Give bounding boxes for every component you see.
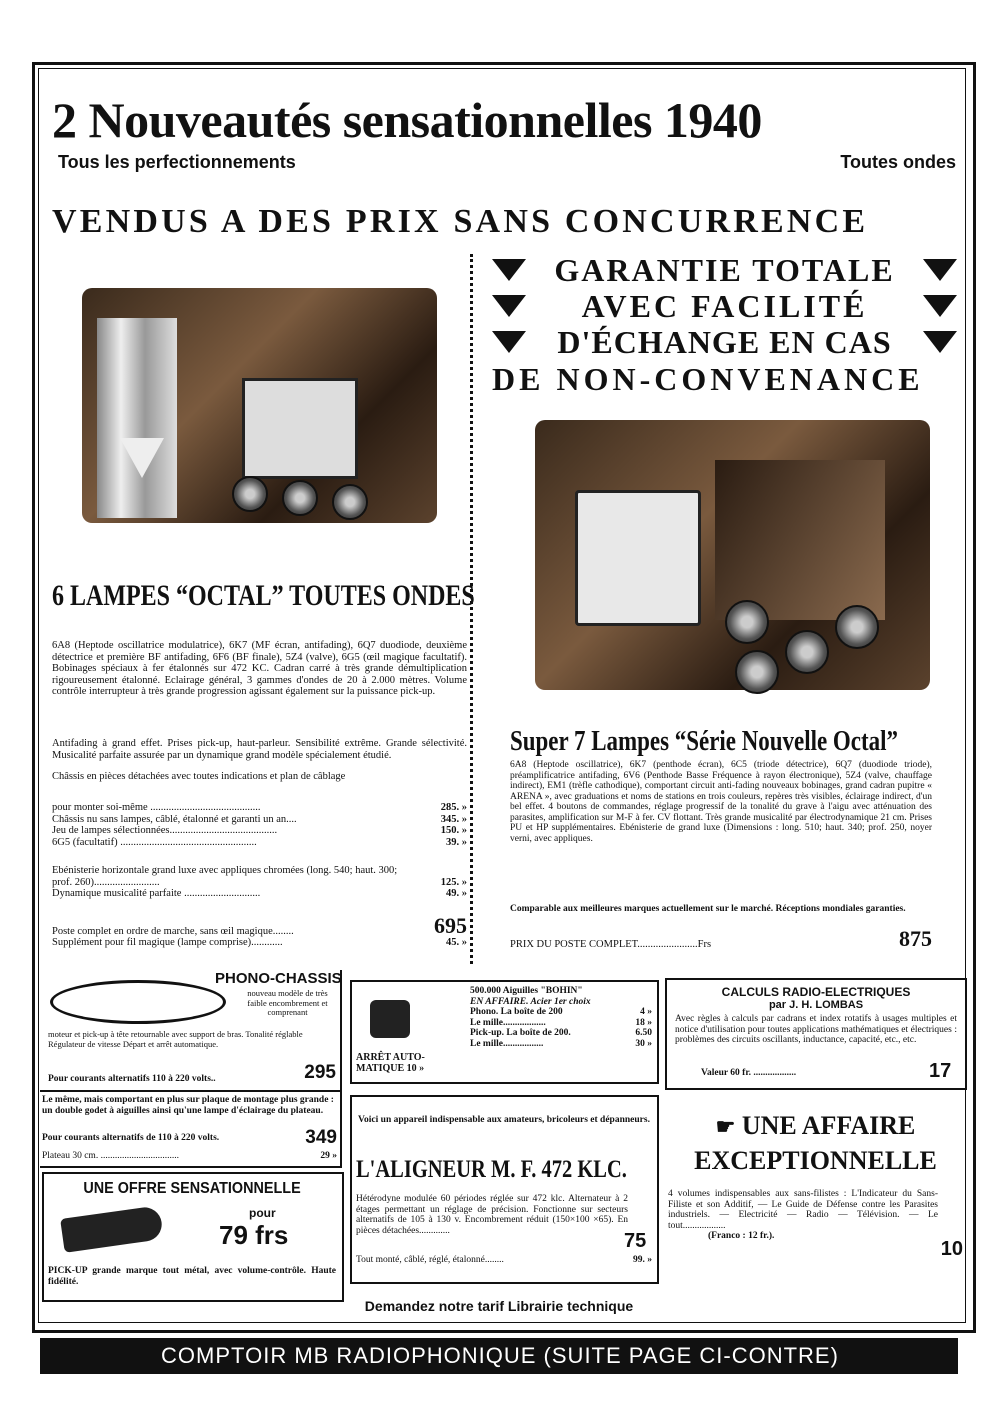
price-label: pour monter soi-même .......................................... <box>52 802 261 813</box>
phono-desc2: Le même, mais comportant en plus sur plaque de montage plus grande : un double godet à aiguilles ainsi qu'une lampe d'éclairage du plateau. <box>42 1095 334 1116</box>
calculs-price: 17 <box>929 1060 952 1082</box>
needles-title: 500.000 Aiguilles "BOHIN" <box>470 986 583 996</box>
arret-automatique-icon <box>370 1000 410 1038</box>
price-value: 345. » <box>440 813 467 825</box>
affaire-price: 10 <box>940 1238 963 1260</box>
aligneur-title: L'ALIGNEUR M. F. 472 KLC. <box>356 1156 627 1183</box>
affaire-title1-text: UNE AFFAIRE <box>741 1111 916 1140</box>
turntable-icon <box>50 980 226 1024</box>
needles-pickup-price: 6.50 <box>635 1028 652 1038</box>
needles-phono: Phono. La boîte de 200 <box>470 1007 563 1017</box>
phono-price2: 349 <box>305 1127 337 1148</box>
calculs-desc: Avec règles à calculs par cadrans et index rotatifs à usages multiples et notice d'utilisation pour toutes applications mathématiques et électriques : problèmes des circuits oscillants, inductance, capacité, etc., etc. <box>675 1014 957 1045</box>
calculs-title: CALCULS RADIO-ELECTRIQUES <box>721 985 911 999</box>
product1-complete <box>52 915 467 949</box>
guarantee-line1: GARANTIE TOTALE <box>554 252 895 288</box>
guarantee-line3: D'ÉCHANGE EN CAS <box>557 324 892 360</box>
product1-desc3: Châssis en pièces détachées avec toutes indications et plan de câblage <box>52 771 346 782</box>
arret-text: ARRÊT AUTO-MATIQUE <box>356 1052 425 1074</box>
affaire-desc: 4 volumes indispensables aux sans-filistes : L'Indicateur du Sans-Filiste et son Additif, — Le Guide de Défense contre les Parasites industriels. — Electricité — Radio — Télévision. — Le tout.................. <box>668 1189 938 1231</box>
phono-price2-label: Pour courants alternatifs de 110 à 220 volts. <box>42 1132 220 1143</box>
aligneur-monte: Tout monté, câblé, réglé, étalonné........ <box>356 1255 504 1265</box>
triangle-down-icon <box>923 295 957 317</box>
price-value: 39. » <box>446 836 467 848</box>
radio-1-image <box>82 288 442 546</box>
pointing-hand-icon: ☛ <box>715 1114 736 1139</box>
offre-desc: PICK-UP grande marque tout métal, avec volume-contrôle. Haute fidélité. <box>48 1266 336 1287</box>
triangle-down-icon <box>923 259 957 281</box>
footer-banner-text: COMPTOIR MB RADIOPHONIQUE (SUITE PAGE CI-CONTRE) <box>161 1343 839 1368</box>
needles-mille: Le mille.................. <box>470 1017 546 1028</box>
dynamic-price: 49. » <box>446 888 467 899</box>
product1-desc: 6A8 (Heptode oscillatrice modulatrice), 6K7 (MF écran, antifading), 6Q7 duodiode, deuxième détectrice et première BF antifading, 6F6 (BF finale), 5Z4 (valve), 6G5 (œil magique facultatif). Bobinages spéciaux à fer étalonnés sur 472 KC. Cadran carré à très grande démultiplication rigoureusement étalonné. Eclairage général, 3 gammes d'ondes de 20 à 2.000 mètres. Volume contrôle interrupteur à très grande progression agissant également sur la puissance pick-up. <box>52 640 467 697</box>
phono-title: PHONO-CHASSIS <box>215 970 342 987</box>
phono-variant-box <box>40 1091 342 1168</box>
product1-desc2: Antifading à grand effet. Prises pick-up, haut-parleur. Sensibilité extrême. Grande sélectivité. Musicalité parfaite assurée par un dynamique grand modèle spécialement étudié. <box>52 738 467 761</box>
plateau-label: Plateau 30 cm. ................................. <box>42 1151 179 1161</box>
aligneur-box <box>350 1095 659 1284</box>
aligneur-monte-row <box>356 1255 652 1266</box>
supplement-label: Supplément pour fil magique (lampe comprise)............ <box>52 937 283 948</box>
dynamic-label: Dynamique musicalité parfaite ............................. <box>52 888 261 899</box>
product1-cabinet <box>52 865 467 900</box>
subtitle-right: Toutes ondes <box>840 152 956 172</box>
price-label: Châssis nu sans lampes, câblé, étalonné et garanti un an.... <box>52 813 297 825</box>
calculs-valeur: Valeur 60 fr. .................. <box>701 1068 797 1078</box>
guarantee-line4: DE NON-CONVENANCE <box>492 361 924 397</box>
phono-price-label: Pour courants alternatifs 110 à 220 volts.. <box>48 1073 216 1084</box>
needles-box <box>350 980 659 1084</box>
phono-desc: moteur et pick-up à tête retournable avec support de bras. Tonalité réglable Régulateur de vitesse Départ et arrêt automatique. <box>48 1029 303 1049</box>
plateau-price: 29 » <box>320 1151 337 1161</box>
affaire-franco: (Franco : 12 fr.). <box>708 1231 775 1241</box>
affaire-title1 <box>668 1110 963 1143</box>
price-value: 285. » <box>440 802 467 813</box>
offre-box <box>42 1172 344 1302</box>
product2-price-label: PRIX DU POSTE COMPLET.......................Frs <box>510 938 712 950</box>
phono-price: 295 <box>304 1062 336 1083</box>
phono-sub: nouveau modèle de très faible encombrement et comprenant <box>247 988 328 1017</box>
product1-price-list <box>52 802 467 848</box>
product2-desc: 6A8 (Heptode oscillatrice), 6K7 (penthode écran), 6C5 (triode détectrice), 6Q7 (duodiode triode), préamplificatrice antifading, 6V6 (Penthode Basse Fréquence à rayon électronique), 5Z4 (valve, chauffage indirect), EM1 (trèfle cathodique), comportant circuit anti-fading nouveaux bobinages, grand cadran pupitre « ARENA », avec graduations et noms de stations en trois couleurs, repères très visibles, éclairage indirect, d'un bel effet. 4 boutons de commandes, réglage progressif de la tonalité du grave à l'aigu avec atténuation des parasites, amplification sur M-F à fer. CV flottant. Très grande musicalité par électrodynamique 21 cm. Prises PU et HP supplémentaires. Ebénisterie de grand luxe (Dimensions : long. 510; haut. 340; prof. 250, noyer verni, avec appliques. <box>510 760 932 844</box>
cabinet-price: 125. » <box>440 876 467 888</box>
needles-sub: EN AFFAIRE. Acier 1er choix <box>470 996 591 1007</box>
needles-mille-price: 18 » <box>635 1017 652 1028</box>
triangle-down-icon <box>923 331 957 353</box>
arret-price: 10 » <box>406 1063 425 1074</box>
aligneur-price1: 75 <box>624 1230 647 1252</box>
needles-pickup-mille: Le mille................. <box>470 1038 544 1049</box>
cabinet-label: Ebénisterie horizontale grand luxe avec appliques chromées (long. 540; haut. 300; prof. 260)......................... <box>52 865 398 888</box>
triangle-down-icon <box>492 331 526 353</box>
subtitle-left: Tous les perfectionnements <box>58 152 296 172</box>
triangle-down-icon <box>492 259 526 281</box>
offre-title: UNE OFFRE SENSATIONNELLE <box>83 1180 301 1197</box>
phono-price2-row <box>42 1127 337 1149</box>
needles-info <box>470 986 652 1049</box>
phono-price-row <box>48 1062 336 1084</box>
complete-label: Poste complet en ordre de marche, sans œil magique........ <box>52 925 294 937</box>
product1-title: 6 LAMPES “OCTAL” TOUTES ONDES <box>52 579 475 612</box>
aligneur-desc: Hétérodyne modulée 60 périodes réglée sur 472 klc. Alternateur à 2 étages permettant un réglage de précision. Fonctionne sur secteurs alternatifs de 105 à 130 v. Encombrement réduit (150×100 ×65). En pièces détachées............. <box>356 1194 628 1236</box>
pickup-icon <box>60 1205 164 1253</box>
needles-phono-price: 4 » <box>640 1007 652 1017</box>
calculs-box <box>665 978 967 1090</box>
headline: VENDUS A DES PRIX SANS CONCURRENCE <box>52 203 869 240</box>
triangle-down-icon <box>492 295 526 317</box>
aligneur-price2: 99. » <box>633 1255 652 1265</box>
supplement-price: 45. » <box>446 937 467 948</box>
guarantee-block <box>492 252 957 398</box>
plateau-row <box>42 1151 337 1162</box>
offre-pour: pour <box>249 1206 276 1220</box>
price-label: Jeu de lampes sélectionnées......................................... <box>52 825 278 836</box>
guarantee-line2: AVEC FACILITÉ <box>581 288 868 324</box>
product2-title: Super 7 Lampes “Série Nouvelle Octal” <box>510 726 898 757</box>
needles-pickup-mille-price: 30 » <box>635 1038 652 1049</box>
price-value: 150. » <box>440 825 467 836</box>
arret-label <box>356 1052 466 1074</box>
product2-compare: Comparable aux meilleures marques actuellement sur le marché. Réceptions mondiales garanties. <box>510 904 906 914</box>
footer-banner <box>40 1338 958 1374</box>
affaire-title2: EXCEPTIONNELLE <box>694 1146 937 1175</box>
page-title: 2 Nouveautés sensationnelles 1940 <box>52 92 762 148</box>
affaire-block <box>668 1110 963 1260</box>
offre-price: 79 frs <box>219 1220 289 1250</box>
tarif-line: Demandez notre tarif Librairie technique <box>364 1298 634 1314</box>
product2-price: 875 <box>899 926 932 951</box>
aligneur-intro: Voici un appareil indispensable aux amateurs, bricoleurs et dépanneurs. <box>358 1115 650 1125</box>
price-label: 6G5 (facultatif) .................................................... <box>52 836 257 848</box>
radio-2-image <box>535 420 935 710</box>
needles-pickup: Pick-up. La boîte de 200. <box>470 1028 571 1038</box>
calculs-author: par J. H. LOMBAS <box>768 999 864 1011</box>
phono-chassis-box <box>40 970 342 1092</box>
complete-price: 695 <box>434 913 467 938</box>
product2-price-row <box>510 928 932 950</box>
